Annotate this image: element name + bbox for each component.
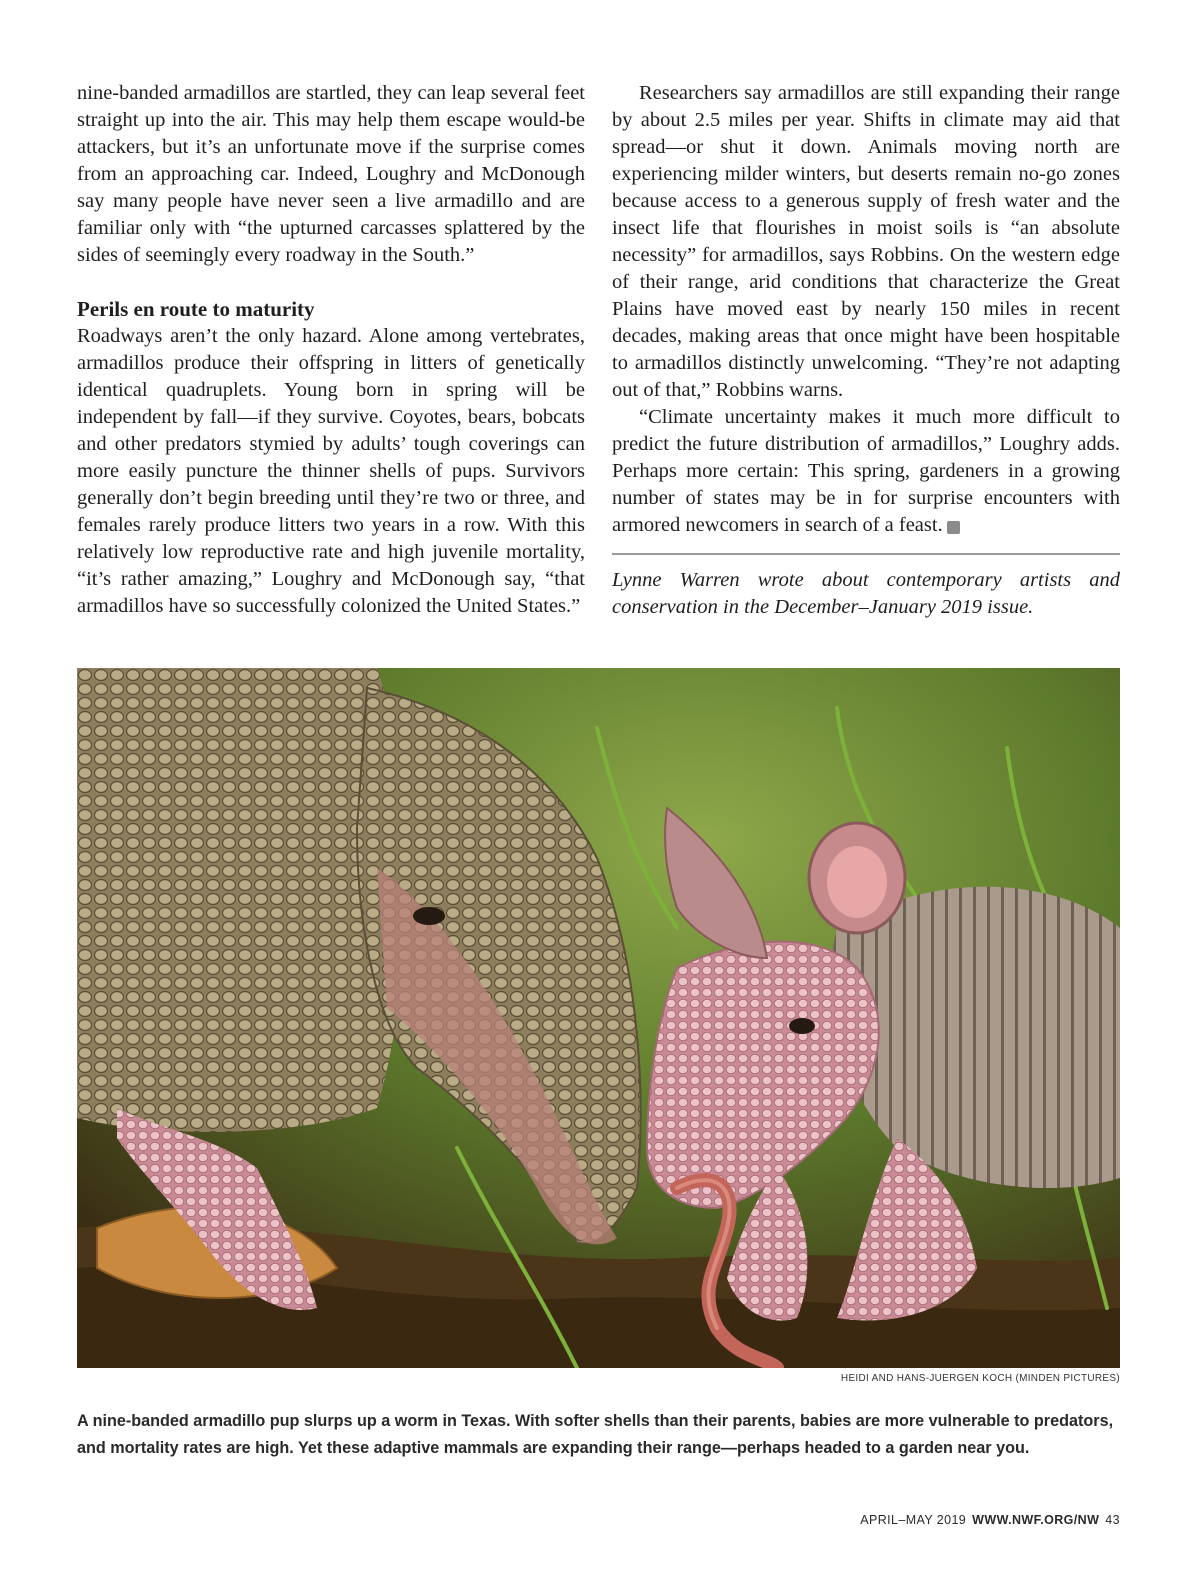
section-subhead: Perils en route to maturity xyxy=(77,297,315,321)
end-mark-icon: W xyxy=(947,521,960,534)
body-paragraph xyxy=(612,404,1120,539)
body-paragraph: Roadways aren’t the only hazard. Alone among vertebrates, armadillos produce their offspring in litters of genetically identical quadruplets. Young born in spring will be independent by fall—if they survive. Coyotes, bears, bobcats and other predators stymied by adults’ tough coverings can more easily puncture the thinner shells of pups. Survivors generally don’t begin breeding until they’re two or three, and females rarely produce litters two years in a row. With this relatively low reproductive rate and high juvenile mortality, “it’s rather amazing,” Loughry and McDonough say, “that armadillos have so successfully colonized the United States.” xyxy=(77,325,585,617)
photo-credit: HEIDI AND HANS-JUERGEN KOCH (MINDEN PICTURES) xyxy=(840,1373,1120,1384)
right-column xyxy=(612,80,1120,621)
body-paragraph: Researchers say armadillos are still expanding their range by about 2.5 miles per year. Shifts in climate may aid that spread—or shut it down. Animals moving north are experiencing milder winters, but deserts remain no-go zones because access to a generous supply of fresh water and the insect life that flourishes in moist soils is “an absolute necessity” for armadillos, says Robbins. On the western edge of their range, arid conditions that characterize the Great Plains have moved east by nearly 150 miles in recent decades, making areas that once might have been hospitable to armadillos distinctly unwelcoming. “They’re not adapting out of that,” Robbins warns. xyxy=(612,82,1120,401)
closing-paragraph-text: “Climate uncertainty makes it much more difficult to predict the future distribution of armadillos,” Loughry adds. Perhaps more certain: This spring, gardeners in a growing number of states may be in for surprise encounters with armored newcomers in search of a feast. xyxy=(612,406,1120,536)
issue-date: APRIL–MAY 2019 xyxy=(860,1513,967,1527)
author-bio: Lynne Warren wrote about contemporary artists and conservation in the December–January 2019 issue. xyxy=(612,569,1120,618)
armadillo-photo xyxy=(77,668,1120,1368)
bio-divider xyxy=(612,553,1120,555)
website-link[interactable]: WWW.NWF.ORG/NW xyxy=(972,1513,1100,1527)
left-column xyxy=(77,80,585,620)
photo-caption: A nine-banded armadillo pup slurps up a worm in Texas. With softer shells than their parents, babies are more vulnerable to predators, and mortality rates are high. Yet these adaptive mammals are expanding their range—perhaps headed to a garden near you. xyxy=(77,1412,1114,1457)
page-footer xyxy=(860,1513,1120,1527)
page-number: 43 xyxy=(1105,1513,1120,1527)
armadillo-illustration xyxy=(77,668,1120,1368)
body-paragraph: nine-banded armadillos are startled, they can leap several feet straight up into the air. This may help them escape would-be attackers, but it’s an unfortunate move if the surprise comes from an approaching car. Indeed, Loughry and McDonough say many people have never seen a live armadillo and are familiar only with “the upturned carcasses splattered by the sides of seemingly every roadway in the South.” xyxy=(77,82,585,266)
